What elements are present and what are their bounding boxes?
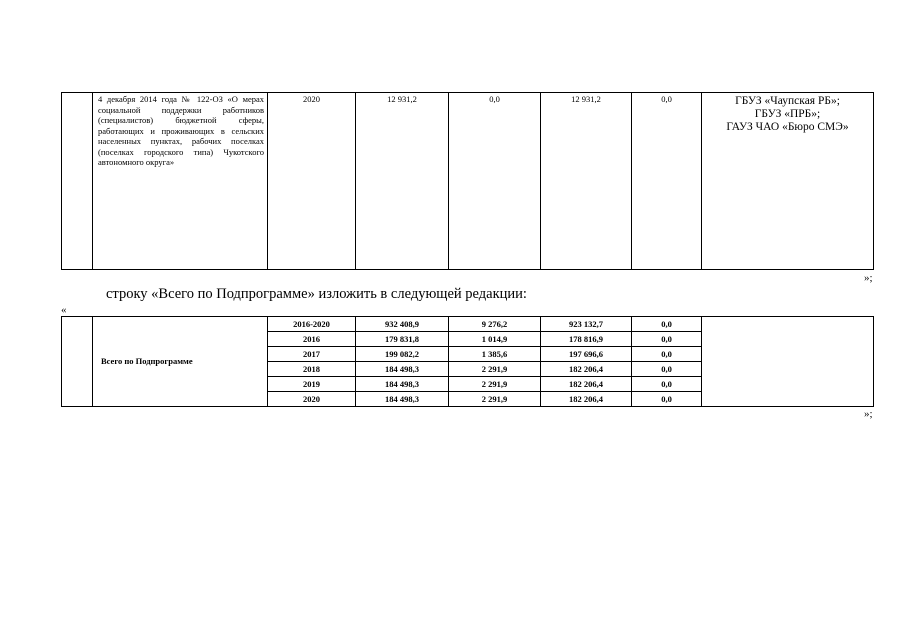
other-sources-cell: 0,0 (632, 392, 702, 407)
regional-budget-cell: 12 931,2 (541, 93, 632, 270)
year-cell: 2020 (268, 392, 356, 407)
executors-cell (702, 93, 874, 270)
law-description-cell: 4 декабря 2014 года № 122-ОЗ «О мерах социальной поддержки работников (специалистов) бюджетной сферы, работающих и проживающих в сельских населенных пунктах, рабочих поселках (поселках городского типа) Чукотского автономного округа» (93, 93, 268, 270)
year-cell: 2017 (268, 347, 356, 362)
regional-budget-cell: 182 206,4 (541, 392, 632, 407)
other-sources-cell: 0,0 (632, 377, 702, 392)
regional-budget-cell: 197 696,6 (541, 347, 632, 362)
total-cell: 199 082,2 (356, 347, 449, 362)
federal-budget-cell: 1 014,9 (449, 332, 541, 347)
federal-budget-cell: 2 291,9 (449, 362, 541, 377)
year-cell: 2018 (268, 362, 356, 377)
year-cell: 2016 (268, 332, 356, 347)
row-number-cell (62, 93, 93, 270)
total-cell: 184 498,3 (356, 377, 449, 392)
total-cell: 932 408,9 (356, 317, 449, 332)
federal-budget-cell: 2 291,9 (449, 377, 541, 392)
other-sources-cell: 0,0 (632, 347, 702, 362)
total-label-cell: Всего по Подпрограмме (93, 317, 268, 407)
regional-budget-cell: 182 206,4 (541, 362, 632, 377)
total-cell: 179 831,8 (356, 332, 449, 347)
row-number-cell (62, 317, 93, 407)
instruction-text: строку «Всего по Подпрограмме» изложить в следующей редакции: (106, 286, 527, 302)
executor-item: ГБУЗ «ПРБ»; (754, 108, 821, 120)
program-row-table (61, 92, 874, 270)
other-sources-cell: 0,0 (632, 362, 702, 377)
other-sources-cell: 0,0 (632, 93, 702, 270)
year-cell: 2016-2020 (268, 317, 356, 332)
regional-budget-cell: 923 132,7 (541, 317, 632, 332)
total-cell: 12 931,2 (356, 93, 449, 270)
opening-quote: « (61, 304, 67, 316)
closing-quote: »; (864, 408, 873, 420)
total-cell: 184 498,3 (356, 362, 449, 377)
year-cell: 2020 (268, 93, 356, 270)
executors-cell (702, 317, 874, 407)
federal-budget-cell: 0,0 (449, 93, 541, 270)
table-row (62, 317, 874, 332)
executor-item: ГАУЗ ЧАО «Бюро СМЭ» (726, 121, 849, 133)
subprogram-total-table (61, 316, 874, 407)
executor-item: ГБУЗ «Чаупская РБ»; (735, 95, 840, 107)
regional-budget-cell: 182 206,4 (541, 377, 632, 392)
year-cell: 2019 (268, 377, 356, 392)
total-cell: 184 498,3 (356, 392, 449, 407)
federal-budget-cell: 1 385,6 (449, 347, 541, 362)
closing-quote: »; (864, 272, 873, 284)
federal-budget-cell: 2 291,9 (449, 392, 541, 407)
other-sources-cell: 0,0 (632, 332, 702, 347)
regional-budget-cell: 178 816,9 (541, 332, 632, 347)
other-sources-cell: 0,0 (632, 317, 702, 332)
federal-budget-cell: 9 276,2 (449, 317, 541, 332)
